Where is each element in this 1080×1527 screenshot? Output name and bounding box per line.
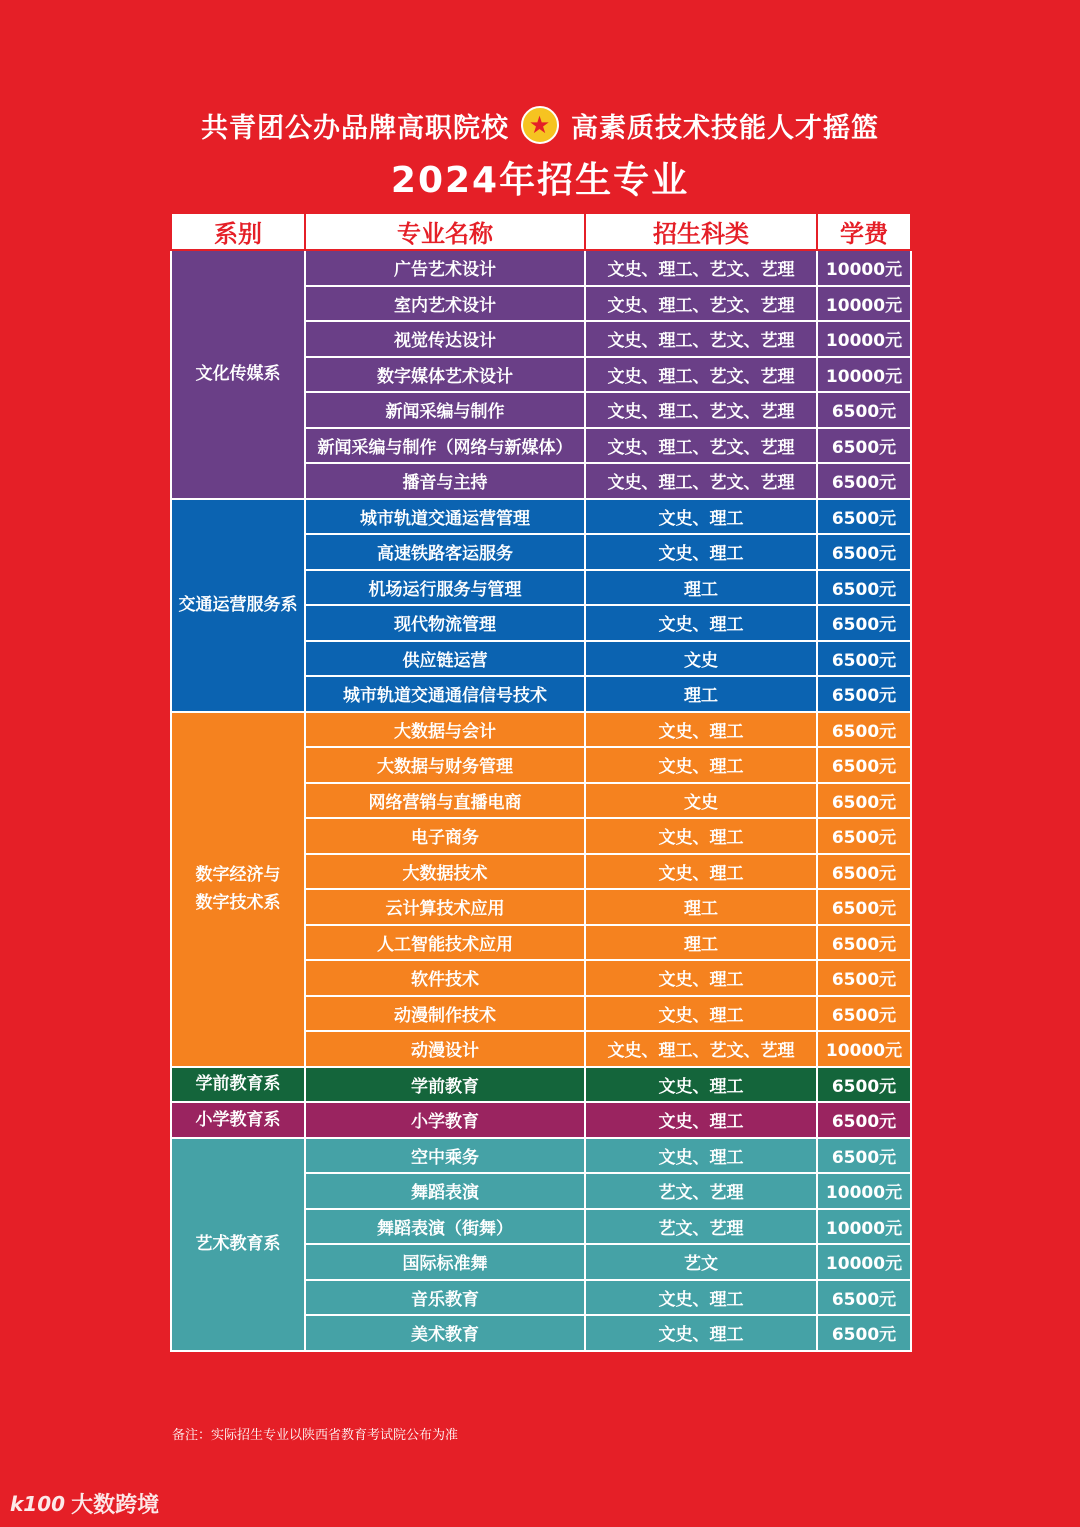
category-cell: 文史: [585, 641, 817, 677]
watermark-text: 大数跨境: [71, 1493, 160, 1518]
category-cell: 文史、理工: [585, 1138, 817, 1174]
table-row: [171, 499, 911, 535]
major-cell: 大数据与会计: [305, 712, 585, 748]
major-cell: 软件技术: [305, 960, 585, 996]
major-cell: 空中乘务: [305, 1138, 585, 1174]
major-cell: 网络营销与直播电商: [305, 783, 585, 819]
category-cell: 文史、理工: [585, 1280, 817, 1316]
major-cell: 新闻采编与制作: [305, 392, 585, 428]
fee-cell: 6500元: [817, 996, 911, 1032]
category-cell: 文史、理工、艺文、艺理: [585, 357, 817, 393]
table-row: [171, 1067, 911, 1103]
fee-cell: 6500元: [817, 463, 911, 499]
table-header-row: [171, 213, 911, 250]
slogan-left: 共青团公办品牌高职院校: [201, 112, 509, 144]
watermark: [10, 1488, 159, 1519]
major-cell: 高速铁路客运服务: [305, 534, 585, 570]
major-cell: 舞蹈表演（街舞）: [305, 1209, 585, 1245]
major-cell: 机场运行服务与管理: [305, 570, 585, 606]
category-cell: 文史、理工: [585, 1067, 817, 1103]
dept-line: 数字经济与: [195, 865, 281, 885]
table-row: [171, 1138, 911, 1174]
dept-cell: [171, 712, 305, 1067]
column-header-fee: 学费: [817, 213, 911, 250]
category-cell: 文史、理工: [585, 534, 817, 570]
major-cell: 供应链运营: [305, 641, 585, 677]
fee-cell: 10000元: [817, 357, 911, 393]
fee-cell: 6500元: [817, 1315, 911, 1351]
major-cell: 电子商务: [305, 818, 585, 854]
dept-cell: 学前教育系: [171, 1067, 305, 1103]
fee-cell: 10000元: [817, 250, 911, 286]
fee-cell: 6500元: [817, 534, 911, 570]
column-header-category: 招生科类: [585, 213, 817, 250]
major-cell: 室内艺术设计: [305, 286, 585, 322]
footnote: 备注：实际招生专业以陕西省教育考试院公布为准: [172, 1428, 459, 1443]
fee-cell: 6500元: [817, 428, 911, 464]
fee-cell: 6500元: [817, 889, 911, 925]
major-cell: 动漫制作技术: [305, 996, 585, 1032]
category-cell: 文史、理工: [585, 499, 817, 535]
fee-cell: 10000元: [817, 286, 911, 322]
category-cell: 文史、理工、艺文、艺理: [585, 428, 817, 464]
fee-cell: 6500元: [817, 818, 911, 854]
category-cell: 理工: [585, 570, 817, 606]
fee-cell: 10000元: [817, 1244, 911, 1280]
fee-cell: 6500元: [817, 499, 911, 535]
fee-cell: 6500元: [817, 712, 911, 748]
page-title: 2024年招生专业: [390, 160, 690, 201]
category-cell: 文史、理工: [585, 605, 817, 641]
fee-cell: 6500元: [817, 392, 911, 428]
fee-cell: 6500元: [817, 960, 911, 996]
major-cell: 城市轨道交通运营管理: [305, 499, 585, 535]
major-cell: 国际标准舞: [305, 1244, 585, 1280]
fee-cell: 6500元: [817, 676, 911, 712]
major-cell: 大数据技术: [305, 854, 585, 890]
major-cell: 视觉传达设计: [305, 321, 585, 357]
table-row: [171, 712, 911, 748]
category-cell: 文史、理工: [585, 854, 817, 890]
category-cell: 文史、理工、艺文、艺理: [585, 250, 817, 286]
category-cell: 艺文、艺理: [585, 1173, 817, 1209]
fee-cell: 10000元: [817, 321, 911, 357]
category-cell: 艺文: [585, 1244, 817, 1280]
major-cell: 云计算技术应用: [305, 889, 585, 925]
category-cell: 文史: [585, 783, 817, 819]
major-cell: 现代物流管理: [305, 605, 585, 641]
category-cell: 文史、理工: [585, 712, 817, 748]
major-cell: 学前教育: [305, 1067, 585, 1103]
major-cell: 大数据与财务管理: [305, 747, 585, 783]
fee-cell: 6500元: [817, 1067, 911, 1103]
category-cell: 理工: [585, 925, 817, 961]
major-cell: 数字媒体艺术设计: [305, 357, 585, 393]
major-cell: 音乐教育: [305, 1280, 585, 1316]
dept-cell: 交通运营服务系: [171, 499, 305, 712]
majors-table: [170, 212, 912, 1352]
dept-cell: 小学教育系: [171, 1102, 305, 1138]
page-header: [0, 100, 1080, 203]
major-cell: 小学教育: [305, 1102, 585, 1138]
category-cell: 文史、理工、艺文、艺理: [585, 392, 817, 428]
fee-cell: 6500元: [817, 783, 911, 819]
major-cell: 舞蹈表演: [305, 1173, 585, 1209]
table-row: [171, 1102, 911, 1138]
dept-cell: 文化传媒系: [171, 250, 305, 499]
category-cell: 理工: [585, 676, 817, 712]
fee-cell: 6500元: [817, 747, 911, 783]
category-cell: 文史、理工: [585, 996, 817, 1032]
column-header-major: 专业名称: [305, 213, 585, 250]
major-cell: 城市轨道交通通信信号技术: [305, 676, 585, 712]
category-cell: 文史、理工: [585, 1102, 817, 1138]
fee-cell: 6500元: [817, 854, 911, 890]
fee-cell: 10000元: [817, 1209, 911, 1245]
category-cell: 理工: [585, 889, 817, 925]
category-cell: 文史、理工: [585, 818, 817, 854]
category-cell: 文史、理工、艺文、艺理: [585, 1031, 817, 1067]
fee-cell: 10000元: [817, 1173, 911, 1209]
fee-cell: 6500元: [817, 605, 911, 641]
table-row: [171, 250, 911, 286]
watermark-logo: k100: [10, 1491, 66, 1516]
category-cell: 文史、理工、艺文、艺理: [585, 321, 817, 357]
fee-cell: 6500元: [817, 570, 911, 606]
fee-cell: 6500元: [817, 1102, 911, 1138]
column-header-dept: 系别: [171, 213, 305, 250]
dept-cell: 艺术教育系: [171, 1138, 305, 1351]
major-cell: 人工智能技术应用: [305, 925, 585, 961]
dept-line: 数字技术系: [195, 893, 281, 913]
category-cell: 文史、理工: [585, 747, 817, 783]
category-cell: 文史、理工、艺文、艺理: [585, 463, 817, 499]
category-cell: 文史、理工: [585, 960, 817, 996]
slogan: [0, 100, 1080, 150]
category-cell: 文史、理工、艺文、艺理: [585, 286, 817, 322]
major-cell: 播音与主持: [305, 463, 585, 499]
category-cell: 艺文、艺理: [585, 1209, 817, 1245]
star-emblem-icon: ★: [521, 106, 559, 144]
fee-cell: 6500元: [817, 641, 911, 677]
major-cell: 美术教育: [305, 1315, 585, 1351]
major-cell: 广告艺术设计: [305, 250, 585, 286]
fee-cell: 10000元: [817, 1031, 911, 1067]
fee-cell: 6500元: [817, 925, 911, 961]
major-cell: 新闻采编与制作（网络与新媒体）: [305, 428, 585, 464]
fee-cell: 6500元: [817, 1280, 911, 1316]
fee-cell: 6500元: [817, 1138, 911, 1174]
slogan-right: 高素质技术技能人才摇篮: [571, 112, 879, 144]
category-cell: 文史、理工: [585, 1315, 817, 1351]
major-cell: 动漫设计: [305, 1031, 585, 1067]
